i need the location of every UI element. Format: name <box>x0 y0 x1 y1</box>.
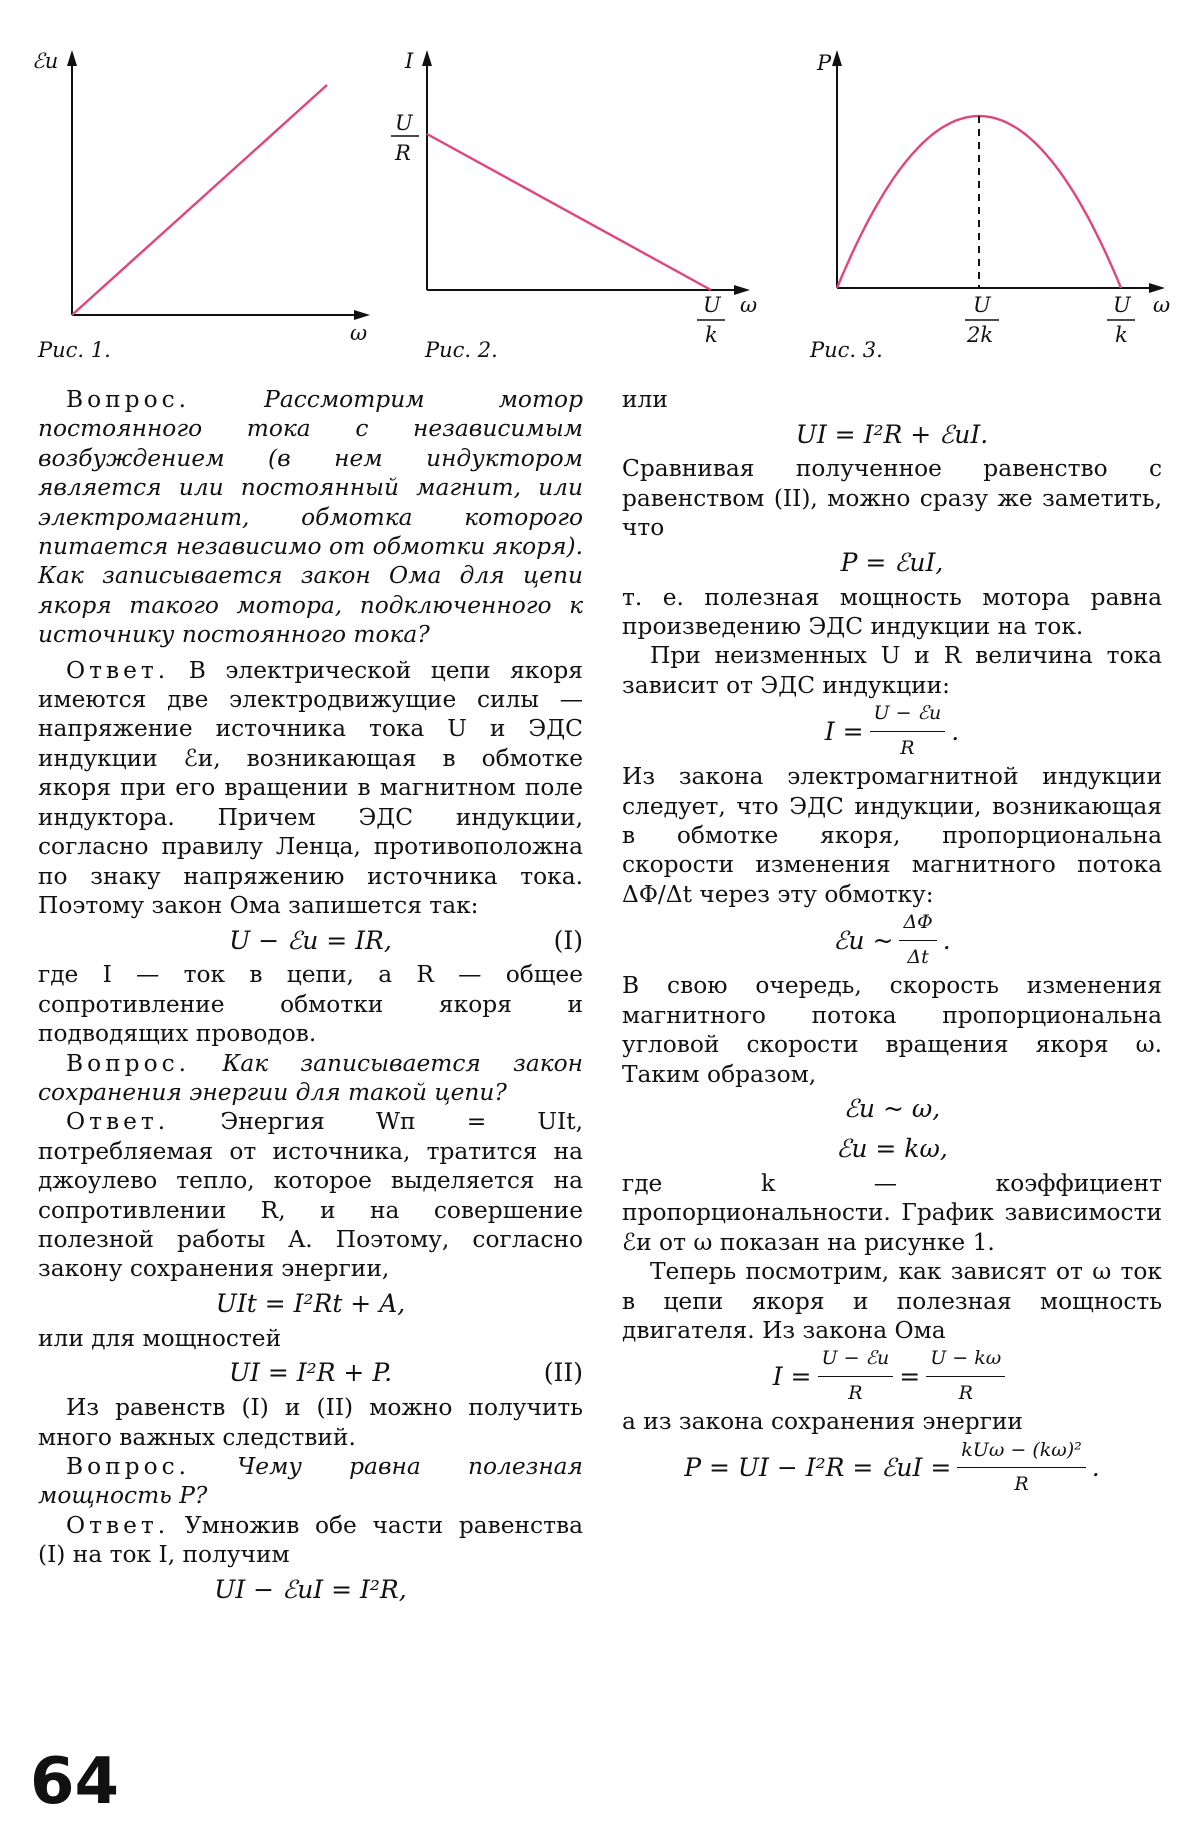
denominator: R <box>848 1381 863 1404</box>
answer-label: Ответ. <box>66 656 170 684</box>
answer-text: В электрической цепи якоря имеются две электродвижущие силы — напряжение источника тока U и ЭДС индукции ℰи, возникающая в обмотке якоря при его вращении в магнитном поле индуктора. Причем ЭДС индукции, согласно правилу Ленца, противоположна по знаку напряжению источника тока. Поэтому закон Ома запишется так: <box>38 656 583 919</box>
denominator: R <box>900 736 915 759</box>
equation-energy <box>38 1284 583 1324</box>
fraction <box>957 1436 1085 1500</box>
answer-2 <box>38 1107 583 1283</box>
question-text: Как записывается закон сохранения энергии для такой цепи? <box>38 1049 583 1106</box>
figure-2 <box>385 40 765 347</box>
x-axis-label: ω <box>350 321 368 345</box>
equation-text: ℰи ~ ω, <box>843 1094 941 1124</box>
right-column <box>622 385 1162 1499</box>
equation-emf-k-omega <box>622 1129 1162 1169</box>
figure-3-plot <box>795 40 1175 347</box>
equation-lhs: ℰи ~ <box>833 925 894 955</box>
page-number: 64 <box>30 1745 120 1819</box>
fraction <box>899 908 936 972</box>
equation-lhs: I = <box>824 716 864 746</box>
paragraph-or: или <box>622 386 668 413</box>
denominator: R <box>1014 1473 1029 1496</box>
equation-text: UI = I²R + ℰиI. <box>795 419 989 449</box>
paragraph-energy-law: а из закона сохранения энергии <box>622 1408 1023 1436</box>
equation-text: P = ℰиI, <box>840 547 944 577</box>
x-axis-label: ω <box>1153 293 1171 317</box>
equation-tag: (II) <box>543 1358 583 1388</box>
equation-I <box>38 920 583 960</box>
y-axis-arrow <box>832 50 842 66</box>
question-label: Вопрос. <box>66 1453 191 1480</box>
equation-power-omega: P = UI − I²R = ℰиI = $\frac{\text{kUω − (kω)²}}{R}$ . <box>622 1437 1162 1499</box>
paragraph-compare: Сравнивая полученное равенство с равенством (II), можно сразу же заметить, что <box>622 455 1162 542</box>
fraction <box>870 699 946 763</box>
paragraph-powers: или для мощностей <box>38 1324 282 1352</box>
paragraph-dependence: Теперь посмотрим, как зависят от ω ток в цепи якоря и полезная мощность двигателя. Из закона Ома <box>622 1258 1162 1344</box>
caption-fig3: Рис. 3. <box>810 338 883 362</box>
paragraph-consequences: Из равенств (I) и (II) можно получить много важных следствий. <box>38 1394 583 1451</box>
x-axis-arrow <box>354 310 370 320</box>
emf-line <box>72 85 327 315</box>
equation-tag: (I) <box>553 925 583 955</box>
figure-1-plot <box>30 40 390 345</box>
y-axis-arrow <box>67 50 77 66</box>
numerator: ΔΦ <box>899 908 936 940</box>
x-tick-half-den: 2k <box>967 323 994 347</box>
fraction <box>818 1344 894 1408</box>
question-label: Вопрос. <box>66 386 191 413</box>
equation-lhs: I = <box>772 1361 812 1391</box>
question-text: Рассмотрим мотор постоянного тока с независимым возбуждением (в нем индуктором является или постоянный магнит, или электромагнит, обмотка которого питается независимо от обмотки якоря). Как записывается закон Ома для цепи якоря такого мотора, подключенного к источнику постоянного тока? <box>38 386 583 649</box>
equation-emf-omega <box>622 1089 1162 1129</box>
equation-text: ℰи = kω, <box>836 1134 948 1164</box>
answer-text: Умножив обе части равенства (I) на ток I, получим <box>38 1511 583 1569</box>
answer-text: Энергия Wп = UIt, потребляемая от источника, тратится на джоулево тепло, которое выделяется на сопротивлении R, и на совершение полезной работы A. Поэтому, согласно закону сохранения энергии, <box>38 1108 583 1283</box>
equation-current-omega <box>622 1345 1162 1407</box>
y-tick-num: U <box>395 111 413 135</box>
numerator: U − ℰи <box>870 699 946 731</box>
equation-II <box>38 1353 583 1393</box>
numerator: kUω − (kω)² <box>957 1436 1085 1468</box>
answer-label: Ответ. <box>66 1511 170 1539</box>
question-2 <box>38 1049 583 1108</box>
question-label: Вопрос. <box>66 1049 191 1077</box>
answer-label: Ответ. <box>66 1108 170 1136</box>
paragraph-induction-law: Из закона электромагнитной индукции следует, что ЭДС индукции, возникающая в обмотке якоря, пропорциональна скорости изменения магнитного потока ΔΦ/Δt через эту обмотку: <box>622 763 1162 908</box>
x-tick-full-den: k <box>1115 323 1128 347</box>
question-3 <box>38 1452 583 1511</box>
paragraph-constant-UR: При неизменных U и R величина тока зависит от ЭДС индукции: <box>622 642 1162 699</box>
y-axis-arrow <box>422 50 432 66</box>
denominator: Δt <box>907 945 929 968</box>
x-tick-full-num: U <box>1113 293 1131 317</box>
y-tick-den: R <box>395 141 411 165</box>
numerator: U − kω <box>926 1344 1005 1376</box>
figure-1 <box>30 40 390 345</box>
equation-multiplied <box>38 1570 583 1610</box>
equation-text: UI − ℰиI = I²R, <box>214 1574 407 1604</box>
x-axis-label: ω <box>740 293 758 317</box>
question-1 <box>38 385 583 650</box>
y-axis-label: ℰи <box>32 49 59 73</box>
equation-text: U − ℰи = IR, <box>229 925 392 955</box>
figure-3 <box>795 40 1175 347</box>
figure-2-plot <box>385 40 765 347</box>
equals-sign: = <box>899 1361 921 1391</box>
x-axis-arrow <box>1149 283 1165 293</box>
question-text: Чему равна полезная мощность P? <box>38 1453 583 1510</box>
y-axis-label: P <box>817 51 832 75</box>
equation-text: UI = I²R + P. <box>228 1358 393 1388</box>
equation-current: I = $\frac{\text{U − ℰи}}{R}$ . <box>622 700 1162 762</box>
current-line <box>427 134 711 290</box>
answer-3 <box>38 1511 583 1570</box>
fraction <box>926 1344 1005 1408</box>
denominator: R <box>958 1381 973 1404</box>
caption-fig2: Рис. 2. <box>425 338 498 362</box>
left-column <box>38 385 583 1610</box>
paragraph-coefficient: где k — коэффициент пропорциональности. График зависимости ℰи от ω показан на рисунке 1. <box>622 1169 1162 1256</box>
x-tick-half-num: U <box>973 293 991 317</box>
paragraph-angular-velocity: В свою очередь, скорость изменения магнитного потока пропорциональна угловой скорости вращения якоря ω. Таким образом, <box>622 972 1162 1088</box>
equation-P <box>622 543 1162 583</box>
equation-emf-proportional: ℰи ~ $\frac{\Delta\Phi}{\Delta t}$ . <box>622 909 1162 971</box>
caption-fig1: Рис. 1. <box>38 338 111 362</box>
equation-lhs: P = UI − I²R = ℰиI = <box>684 1453 952 1483</box>
x-tick-num: U <box>703 293 721 317</box>
equation-UI <box>622 414 1162 454</box>
y-axis-label: I <box>405 49 414 73</box>
paragraph-useful-power: т. е. полезная мощность мотора равна произведению ЭДС индукции на ток. <box>622 583 1162 641</box>
x-tick-den: k <box>705 323 718 347</box>
paragraph-where-I: где I — ток в цепи, а R — общее сопротивление обмотки якоря и подводящих проводов. <box>38 961 583 1048</box>
equation-text: UIt = I²Rt + A, <box>215 1289 406 1319</box>
numerator: U − ℰи <box>818 1344 894 1376</box>
answer-1 <box>38 656 583 921</box>
